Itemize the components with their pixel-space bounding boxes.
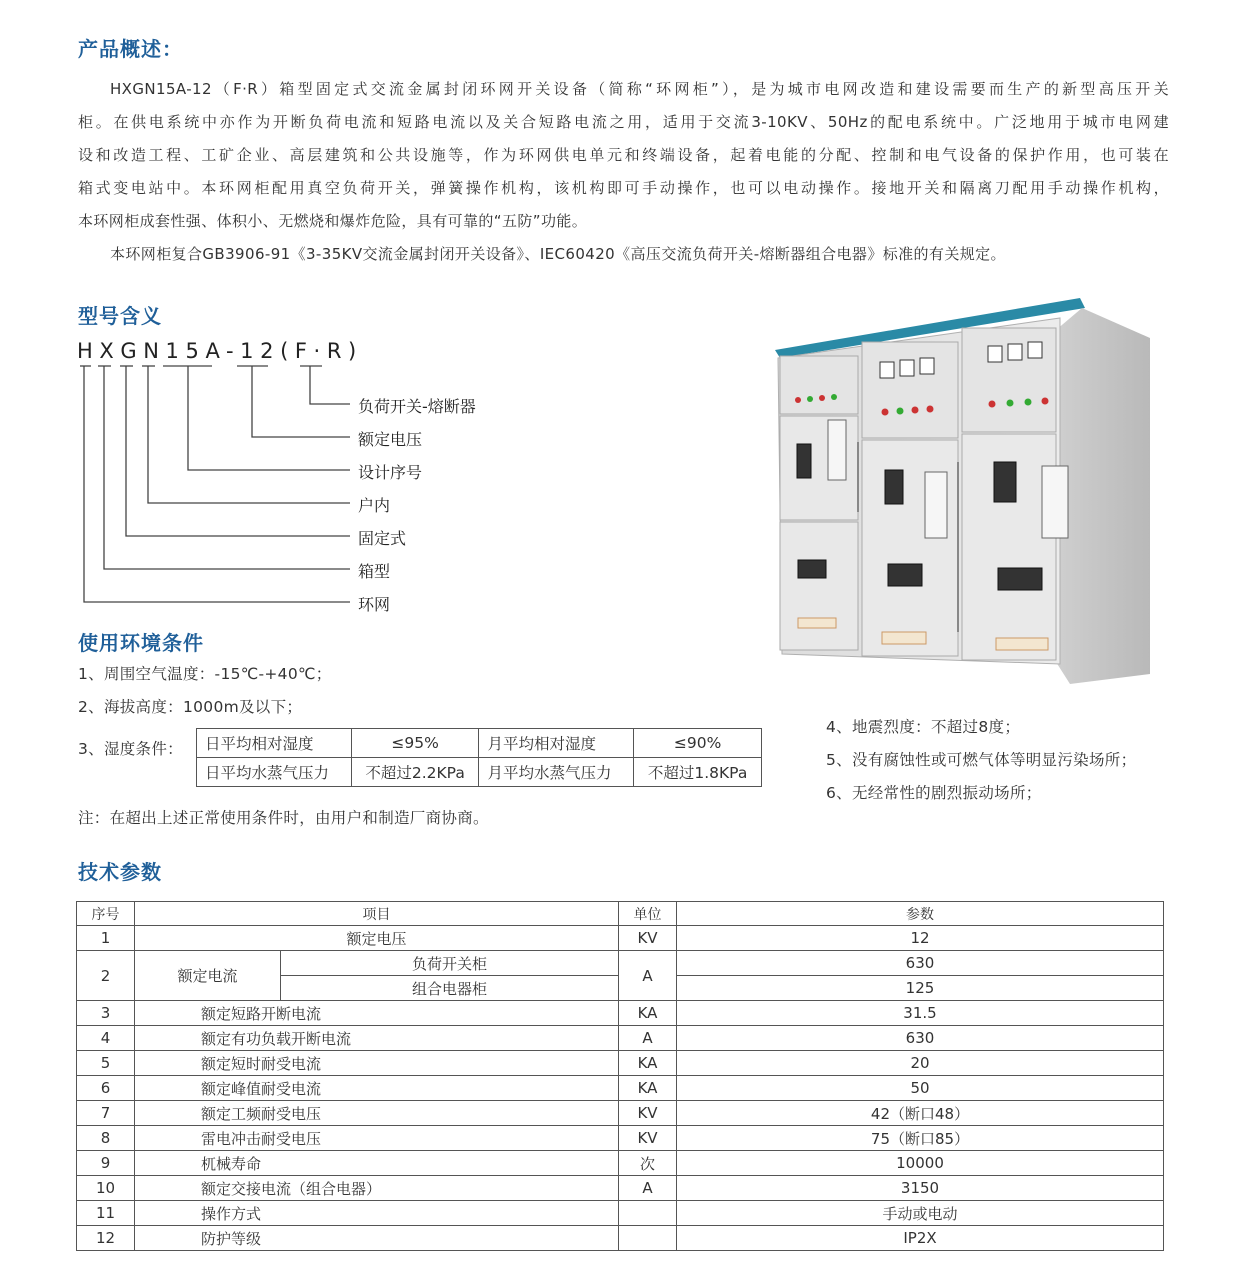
table-row [77,926,1164,951]
cell-value: 3150 [677,1176,1164,1201]
table-row [77,1151,1164,1176]
cell-item: 额定工频耐受电压 [135,1101,619,1126]
env-note: 注：在超出上述正常使用条件时，由用户和制造厂商协商。 [78,809,489,827]
overview-line-4: 箱式变电站中。本环网柜配用真空负荷开关，弹簧操作机构，该机构即可手动操作，也可以电动操作。接地开关和隔离刀配用手动操作机构， [78,179,1169,197]
cell-value: 42（断口48） [677,1101,1164,1126]
cell-subitem: 负荷开关柜 [281,951,619,976]
tech-params-table [76,901,1164,1251]
cell-item: 额定峰值耐受电流 [135,1076,619,1101]
cell-no: 3 [77,1001,135,1026]
table-row [77,1226,1164,1251]
humidity-cell: ≤90% [634,729,762,758]
cell-unit: A [619,1176,677,1201]
humidity-cell: 月平均相对湿度 [479,729,634,758]
cell-unit: KV [619,1101,677,1126]
table-row [77,1076,1164,1101]
meaning-ring-network: 环网 [358,595,391,614]
cell-unit: KA [619,1051,677,1076]
cell-item: 额定有功负载开断电流 [135,1026,619,1051]
cell-no: 7 [77,1101,135,1126]
cell-value: 12 [677,926,1164,951]
humidity-cell: 不超过1.8KPa [634,758,762,787]
env-vibration: 6、无经常性的剧烈振动场所； [826,784,1042,802]
cell-rated-current: 额定电流 [135,951,281,1001]
cell-value: 125 [677,976,1164,1001]
cell-item: 额定短时耐受电流 [135,1051,619,1076]
humidity-table [196,728,762,787]
cell-value: 10000 [677,1151,1164,1176]
overview-line-5: 本环网柜成套性强、体积小、无燃烧和爆炸危险，具有可靠的“五防”功能。 [78,212,588,230]
cell-no: 5 [77,1051,135,1076]
cell-item: 额定电压 [135,926,619,951]
cell-item: 防护等级 [135,1226,619,1251]
table-row [77,1176,1164,1201]
table-row [77,951,1164,976]
cell-no: 8 [77,1126,135,1151]
cell-value: IP2X [677,1226,1164,1251]
env-seismic: 4、地震烈度：不超过8度； [826,718,1021,736]
cell-value: 31.5 [677,1001,1164,1026]
humidity-cell: 月平均水蒸气压力 [479,758,634,787]
cell-unit [619,1226,677,1251]
cell-unit: A [619,1026,677,1051]
cell-value: 50 [677,1076,1164,1101]
env-altitude: 2、海拔高度：1000m及以下； [78,698,303,716]
env-pollution: 5、没有腐蚀性或可燃气体等明显污染场所； [826,751,1137,769]
humidity-cell: 日平均水蒸气压力 [197,758,352,787]
cell-value: 20 [677,1051,1164,1076]
environment-heading: 使用环境条件 [78,631,204,655]
meaning-rated-voltage: 额定电压 [358,430,423,449]
header-value: 参数 [677,902,1164,926]
humidity-row [197,758,762,787]
model-heading: 型号含义 [78,304,162,328]
header-unit: 单位 [619,902,677,926]
header-no: 序号 [77,902,135,926]
humidity-cell: ≤95% [351,729,479,758]
env-humidity-label: 3、湿度条件： [78,740,183,758]
model-connector-lines [0,0,560,620]
cell-unit: KV [619,926,677,951]
table-row [77,1051,1164,1076]
table-row [77,1026,1164,1051]
cell-item: 额定交接电流（组合电器） [135,1176,619,1201]
cell-value: 630 [677,951,1164,976]
cell-unit: 次 [619,1151,677,1176]
cell-unit [619,1201,677,1226]
switchgear-cabinet-image [770,292,1160,692]
cell-no: 1 [77,926,135,951]
overview-line-3: 设和改造工程、工矿企业、高层建筑和公共设施等，作为环网供电单元和终端设备，起着电能的分配、控制和电气设备的保护作用，也可装在 [78,146,1169,164]
cell-value: 630 [677,1026,1164,1051]
cell-subitem: 组合电器柜 [281,976,619,1001]
cell-item: 杌械寿命 [135,1151,619,1176]
meaning-fixed: 固定式 [358,529,407,548]
cell-no: 10 [77,1176,135,1201]
overview-line-2: 柜。在供电系统中亦作为开断负荷电流和短路电流以及关合短路电流之用，适用于交流3-10KV、50Hz的配电系统中。广泛地用于城市电网建 [78,113,1169,131]
overview-standard-line: 本环网柜复合GB3906-91《3-35KV交流金属封闭开关设备》、IEC60420《高压交流负荷开关-熔断器组合电器》标准的有关规定。 [110,245,1006,263]
meaning-box-type: 箱型 [358,562,391,581]
meaning-indoor: 户内 [358,496,391,515]
header-item: 项目 [135,902,619,926]
tech-heading: 技术参数 [78,860,162,884]
overview-line-1: HXGN15A-12（F·R）箱型固定式交流金属封闭环网开关设备（简称“环网柜”），是为城市电网改造和建设需要而生产的新型高压开关 [110,80,1169,98]
cell-unit: KV [619,1126,677,1151]
cell-no: 2 [77,951,135,1001]
table-row [77,1126,1164,1151]
cell-no: 6 [77,1076,135,1101]
cell-unit: KA [619,1001,677,1026]
meaning-design-no: 设计序号 [358,463,423,482]
env-temperature: 1、周围空气温度：-15℃-+40℃； [78,665,332,683]
overview-heading: 产品概述： [78,37,183,61]
humidity-row [197,729,762,758]
cell-unit: A [619,951,677,1001]
cell-value: 手动或电动 [677,1201,1164,1226]
cell-no: 4 [77,1026,135,1051]
model-code: HXGN15A-12(F·R) [77,339,363,363]
cell-value: 75（断口85） [677,1126,1164,1151]
table-row [77,1201,1164,1226]
humidity-cell: 不超过2.2KPa [351,758,479,787]
cell-no: 9 [77,1151,135,1176]
meaning-fuse-switch: 负荷开关-熔断器 [358,397,476,416]
table-row [77,1101,1164,1126]
cell-unit: KA [619,1076,677,1101]
table-row [77,1001,1164,1026]
cell-item: 额定短路开断电流 [135,1001,619,1026]
cell-no: 11 [77,1201,135,1226]
cell-item: 雷电冲击耐受电压 [135,1126,619,1151]
humidity-cell: 日平均相对湿度 [197,729,352,758]
cell-item: 操作方式 [135,1201,619,1226]
tech-header-row [77,902,1164,926]
cell-no: 12 [77,1226,135,1251]
